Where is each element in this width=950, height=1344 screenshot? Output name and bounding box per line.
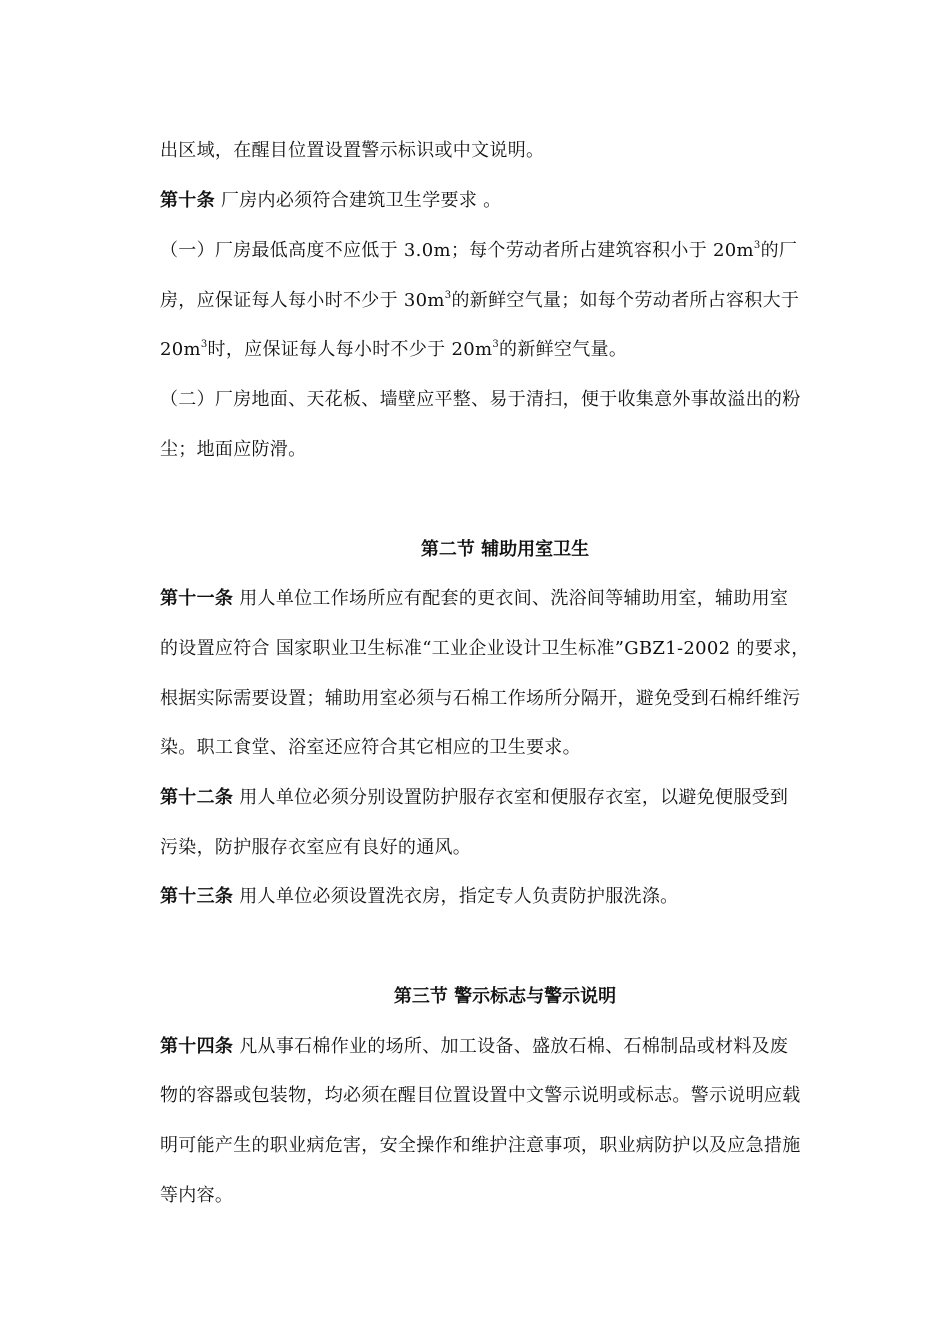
article-14: [160, 1035, 850, 1059]
text-line: 染。职工食堂、浴室还应符合其它相应的卫生要求。: [160, 737, 581, 758]
text-segment: 的新鲜空气量；如每个劳动者所占容积大于: [451, 290, 800, 311]
article-text: 用人单位必须分别设置防护服存衣室和便服存衣室，以避免便服受到: [233, 787, 789, 808]
text-segment: 20m: [160, 339, 201, 360]
article-text: 厂房内必须符合建筑卫生学要求 。: [214, 190, 502, 211]
text-segment: 时，应保证每人每小时不少于 20m: [207, 339, 493, 360]
text-line: 物的容器或包装物，均必须在醒目位置设置中文警示说明或标志。警示说明应载: [160, 1085, 801, 1106]
text-line: （二）厂房地面、天花板、墙壁应平整、易于清扫，便于收集意外事故溢出的粉: [160, 389, 801, 410]
article-title: 第十三条: [160, 886, 234, 907]
text-segment: 的厂: [760, 240, 798, 261]
text-line: 尘；地面应防滑。: [160, 439, 307, 460]
superscript: 3: [492, 339, 500, 350]
article-11: [160, 587, 850, 611]
superscript: 3: [444, 290, 452, 301]
article-13: [160, 885, 850, 909]
article-title: 第十条: [160, 190, 215, 211]
superscript: 3: [200, 339, 208, 350]
article-text: 用人单位工作场所应有配套的更衣间、洗浴间等辅助用室，辅助用室: [233, 588, 789, 609]
article-title: 第十二条: [160, 787, 234, 808]
text-line: 出区域，在醒目位置设置警示标识或中文说明。: [160, 140, 545, 161]
text-segment: 房，应保证每人每小时不少于 30m: [160, 290, 445, 311]
text-line: 根据实际需要设置；辅助用室必须与石棉工作场所分隔开，避免受到石棉纤维污: [160, 688, 801, 709]
text-line: 明可能产生的职业病危害，安全操作和维护注意事项，职业病防护以及应急措施: [160, 1135, 801, 1156]
article-text: 凡从事石棉作业的场所、加工设备、盛放石棉、石棉制品或材料及废: [233, 1036, 789, 1057]
text-line: [160, 338, 850, 362]
article-title: 第十四条: [160, 1036, 234, 1057]
text-line: [160, 239, 850, 263]
text-line: 污染，防护服存衣室应有良好的通风。: [160, 837, 472, 858]
superscript: 3: [753, 240, 761, 251]
text-segment: （一）厂房最低高度不应低于 3.0m；每个劳动者所占建筑容积小于 20m: [160, 240, 754, 261]
article-text: 用人单位必须设置洗衣房，指定专人负责防护服洗涤。: [233, 886, 679, 907]
section-heading: 第三节 警示标志与警示说明: [393, 986, 617, 1007]
text-line: [160, 289, 850, 313]
text-line: 等内容。: [160, 1185, 234, 1206]
article-title: 第十一条: [160, 588, 234, 609]
text-segment: 的新鲜空气量。: [499, 339, 628, 360]
article-10: [160, 189, 850, 213]
article-12: [160, 786, 850, 810]
section-heading: 第二节 辅助用室卫生: [420, 539, 590, 560]
text-line: 的设置应符合 国家职业卫生标准“工业企业设计卫生标准”GBZ1-2002 的要求，: [160, 638, 810, 659]
